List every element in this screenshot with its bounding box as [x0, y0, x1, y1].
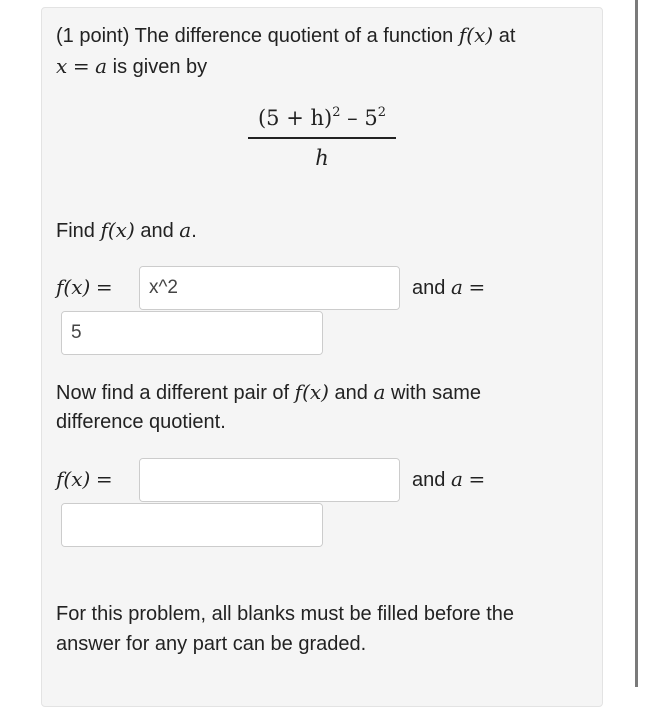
part2-f-input[interactable]	[140, 459, 400, 501]
part2-f-input-group	[139, 458, 400, 502]
footer-note-line2: answer for any part can be graded.	[56, 633, 367, 655]
difference-quotient-fraction	[248, 101, 396, 173]
fraction-bar	[248, 137, 396, 139]
scrollbar-edge	[635, 0, 638, 687]
footer-note-line1: For this problem, all blanks must be filled before the	[56, 603, 514, 625]
part1-f-input-group	[139, 266, 400, 310]
now-instruction-line2: difference quotient.	[56, 411, 226, 433]
part1-a-input-group	[61, 311, 323, 355]
part2-f-label: f(x) =	[56, 467, 113, 491]
part1-f-label: f(x) =	[56, 275, 113, 299]
part2-a-input-group	[61, 503, 323, 547]
find-instruction: Find f(x) and a.	[56, 218, 197, 242]
part2-a-input[interactable]	[62, 504, 323, 546]
fraction-numerator: $(5 + h)^2 - 5^2$	[257, 105, 387, 130]
part2-a-label: and a =	[412, 467, 486, 491]
part1-a-input[interactable]	[62, 312, 323, 354]
now-instruction-line1: Now find a different pair of f(x) and a with same	[56, 380, 481, 404]
problem-intro-line2: x = a is given by	[56, 54, 208, 78]
part1-f-input[interactable]	[140, 267, 400, 309]
problem-intro: (1 point) The difference quotient of a function f(x) at	[56, 23, 516, 47]
part1-a-label: and a =	[412, 275, 486, 299]
intro-fx: f(x)	[458, 23, 494, 47]
fraction-denominator: h	[315, 145, 329, 170]
